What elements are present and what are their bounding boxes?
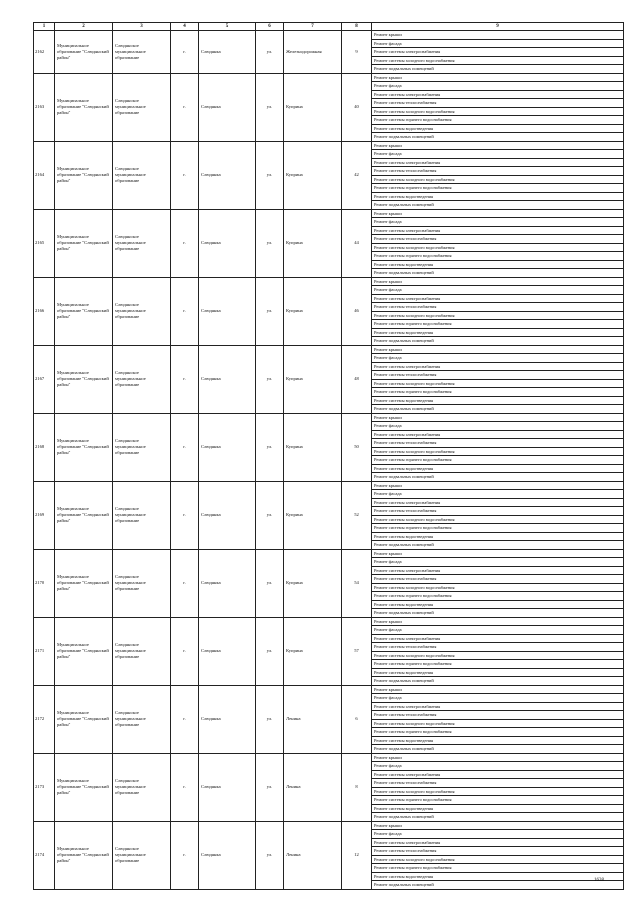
street-type-cell: ул. bbox=[256, 277, 284, 345]
work-item: Ремонт системы холодного водоснабжения bbox=[372, 720, 623, 729]
work-item: Ремонт фасада bbox=[372, 558, 623, 567]
work-item: Ремонт подвальных помещений bbox=[374, 746, 434, 751]
work-item: Ремонт системы электроснабжения bbox=[372, 431, 623, 440]
locality-type-cell: г. bbox=[171, 753, 199, 821]
work-item: Ремонт подвальных помещений bbox=[374, 678, 434, 683]
work-item: Ремонт фасада bbox=[372, 762, 623, 771]
works-list-cell bbox=[372, 73, 624, 141]
header-col-1: 1 bbox=[34, 23, 55, 31]
work-item: Ремонт системы холодного водоснабжения bbox=[372, 380, 623, 389]
street-type-cell: ул. bbox=[256, 209, 284, 277]
work-item: Ремонт системы водоотведения bbox=[372, 125, 623, 134]
work-item: Ремонт системы электроснабжения bbox=[372, 499, 623, 508]
works-list-cell bbox=[372, 617, 624, 685]
table-row bbox=[34, 277, 624, 345]
work-item: Ремонт системы теплоснабжения bbox=[372, 507, 623, 516]
house-number-cell: 9 bbox=[342, 31, 372, 74]
work-item: Ремонт подвальных помещений bbox=[374, 474, 434, 479]
work-item: Ремонт фасада bbox=[372, 830, 623, 839]
house-number-cell: 46 bbox=[342, 277, 372, 345]
table-row bbox=[34, 753, 624, 821]
street-type-cell: ул. bbox=[256, 617, 284, 685]
municipality-cell: Слюдянское муниципальное образование bbox=[113, 617, 171, 685]
work-item: Ремонт фасада bbox=[372, 354, 623, 363]
locality-type-cell: г. bbox=[171, 685, 199, 753]
work-item: Ремонт системы теплоснабжения bbox=[372, 235, 623, 244]
house-number-cell: 54 bbox=[342, 549, 372, 617]
owner-cell: Муниципальное образование "Слюдянский район" bbox=[55, 821, 113, 889]
work-item: Ремонт фасада bbox=[372, 218, 623, 227]
row-number: 2167 bbox=[34, 345, 55, 413]
table-row bbox=[34, 481, 624, 549]
work-item: Ремонт крыши bbox=[372, 346, 623, 355]
street-type-cell: ул. bbox=[256, 549, 284, 617]
work-item: Ремонт системы теплоснабжения bbox=[372, 303, 623, 312]
works-list-cell bbox=[372, 549, 624, 617]
municipality-cell: Слюдянское муниципальное образование bbox=[113, 31, 171, 74]
municipality-cell: Слюдянское муниципальное образование bbox=[113, 413, 171, 481]
work-item: Ремонт крыши bbox=[372, 142, 623, 151]
work-item: Ремонт крыши bbox=[372, 74, 623, 83]
work-item: Ремонт подвальных помещений bbox=[374, 406, 434, 411]
work-item: Ремонт фасада bbox=[372, 40, 623, 49]
header-col-2: 2 bbox=[55, 23, 113, 31]
locality-type-cell: г. bbox=[171, 821, 199, 889]
work-item: Ремонт системы электроснабжения bbox=[372, 48, 623, 57]
work-item: Ремонт крыши bbox=[372, 550, 623, 559]
works-list-cell bbox=[372, 277, 624, 345]
page-number: 1638 bbox=[594, 878, 604, 883]
work-item: Ремонт системы электроснабжения bbox=[372, 295, 623, 304]
street-cell: Куприна bbox=[284, 481, 342, 549]
work-item: Ремонт системы холодного водоснабжения bbox=[372, 516, 623, 525]
work-item: Ремонт системы водоотведения bbox=[372, 669, 623, 678]
work-item: Ремонт системы горячего водоснабжения bbox=[372, 796, 623, 805]
house-number-cell: 48 bbox=[342, 345, 372, 413]
work-item: Ремонт фасада bbox=[372, 150, 623, 159]
works-list-cell bbox=[372, 685, 624, 753]
work-item: Ремонт системы горячего водоснабжения bbox=[372, 728, 623, 737]
work-item: Ремонт системы электроснабжения bbox=[372, 703, 623, 712]
work-item: Ремонт системы водоотведения bbox=[372, 737, 623, 746]
locality-cell: Слюдянка bbox=[199, 549, 256, 617]
work-item: Ремонт системы горячего водоснабжения bbox=[372, 592, 623, 601]
work-item: Ремонт подвальных помещений bbox=[374, 270, 434, 275]
work-item: Ремонт системы водоотведения bbox=[372, 601, 623, 610]
work-item: Ремонт системы горячего водоснабжения bbox=[372, 320, 623, 329]
street-type-cell: ул. bbox=[256, 345, 284, 413]
locality-type-cell: г. bbox=[171, 617, 199, 685]
house-number-cell: 57 bbox=[342, 617, 372, 685]
work-item: Ремонт системы электроснабжения bbox=[372, 91, 623, 100]
house-number-cell: 6 bbox=[342, 685, 372, 753]
house-number-cell: 8 bbox=[342, 753, 372, 821]
street-cell: Ленина bbox=[284, 685, 342, 753]
locality-cell: Слюдянка bbox=[199, 141, 256, 209]
work-item: Ремонт системы горячего водоснабжения bbox=[372, 388, 623, 397]
owner-cell: Муниципальное образование "Слюдянский район" bbox=[55, 753, 113, 821]
locality-cell: Слюдянка bbox=[199, 31, 256, 74]
work-item: Ремонт системы горячего водоснабжения bbox=[372, 524, 623, 533]
row-number: 2171 bbox=[34, 617, 55, 685]
street-type-cell: ул. bbox=[256, 141, 284, 209]
owner-cell: Муниципальное образование "Слюдянский район" bbox=[55, 345, 113, 413]
street-type-cell: ул. bbox=[256, 73, 284, 141]
locality-type-cell: г. bbox=[171, 31, 199, 74]
works-list-cell bbox=[372, 821, 624, 889]
owner-cell: Муниципальное образование "Слюдянский район" bbox=[55, 685, 113, 753]
work-item: Ремонт системы холодного водоснабжения bbox=[372, 244, 623, 253]
work-item: Ремонт системы теплоснабжения bbox=[372, 371, 623, 380]
column-number-header-row bbox=[34, 23, 624, 31]
work-item: Ремонт системы холодного водоснабжения bbox=[372, 584, 623, 593]
municipality-cell: Слюдянское муниципальное образование bbox=[113, 345, 171, 413]
work-item: Ремонт системы теплоснабжения bbox=[372, 847, 623, 856]
works-list-cell bbox=[372, 481, 624, 549]
work-item: Ремонт системы электроснабжения bbox=[372, 635, 623, 644]
street-type-cell: ул. bbox=[256, 413, 284, 481]
work-item: Ремонт системы горячего водоснабжения bbox=[372, 116, 623, 125]
row-number: 2173 bbox=[34, 753, 55, 821]
street-cell: Куприна bbox=[284, 73, 342, 141]
work-item: Ремонт подвальных помещений bbox=[374, 202, 434, 207]
work-item: Ремонт крыши bbox=[372, 686, 623, 695]
locality-cell: Слюдянка bbox=[199, 617, 256, 685]
work-item: Ремонт системы холодного водоснабжения bbox=[372, 856, 623, 865]
work-item: Ремонт системы электроснабжения bbox=[372, 363, 623, 372]
work-item: Ремонт фасада bbox=[372, 286, 623, 295]
street-cell: Куприна bbox=[284, 413, 342, 481]
locality-type-cell: г. bbox=[171, 141, 199, 209]
work-item: Ремонт системы холодного водоснабжения bbox=[372, 57, 623, 66]
owner-cell: Муниципальное образование "Слюдянский район" bbox=[55, 141, 113, 209]
work-item: Ремонт системы водоотведения bbox=[372, 533, 623, 542]
row-number: 2174 bbox=[34, 821, 55, 889]
table-body bbox=[34, 31, 624, 890]
locality-type-cell: г. bbox=[171, 481, 199, 549]
table-row bbox=[34, 73, 624, 141]
table-row bbox=[34, 413, 624, 481]
header-col-6: 6 bbox=[256, 23, 284, 31]
table-row bbox=[34, 549, 624, 617]
work-item: Ремонт системы теплоснабжения bbox=[372, 99, 623, 108]
work-item: Ремонт подвальных помещений bbox=[374, 66, 434, 71]
table-row bbox=[34, 209, 624, 277]
works-list-cell bbox=[372, 141, 624, 209]
table-row bbox=[34, 31, 624, 74]
municipality-cell: Слюдянское муниципальное образование bbox=[113, 277, 171, 345]
locality-cell: Слюдянка bbox=[199, 753, 256, 821]
works-list-cell bbox=[372, 209, 624, 277]
street-type-cell: ул. bbox=[256, 481, 284, 549]
locality-type-cell: г. bbox=[171, 209, 199, 277]
row-number: 2172 bbox=[34, 685, 55, 753]
work-item: Ремонт системы водоотведения bbox=[372, 193, 623, 202]
work-item: Ремонт системы холодного водоснабжения bbox=[372, 108, 623, 117]
work-item: Ремонт системы холодного водоснабжения bbox=[372, 448, 623, 457]
street-type-cell: ул. bbox=[256, 31, 284, 74]
municipality-cell: Слюдянское муниципальное образование bbox=[113, 821, 171, 889]
locality-cell: Слюдянка bbox=[199, 821, 256, 889]
locality-cell: Слюдянка bbox=[199, 73, 256, 141]
work-item: Ремонт системы электроснабжения bbox=[372, 567, 623, 576]
row-number: 2166 bbox=[34, 277, 55, 345]
header-col-5: 5 bbox=[199, 23, 256, 31]
header-col-4: 4 bbox=[171, 23, 199, 31]
work-item: Ремонт системы водоотведения bbox=[372, 329, 623, 338]
street-cell: Куприна bbox=[284, 345, 342, 413]
locality-type-cell: г. bbox=[171, 549, 199, 617]
table-row bbox=[34, 821, 624, 889]
work-item: Ремонт системы теплоснабжения bbox=[372, 439, 623, 448]
owner-cell: Муниципальное образование "Слюдянский район" bbox=[55, 31, 113, 74]
header-col-3: 3 bbox=[113, 23, 171, 31]
table-row bbox=[34, 345, 624, 413]
municipality-cell: Слюдянское муниципальное образование bbox=[113, 481, 171, 549]
work-item: Ремонт фасада bbox=[372, 626, 623, 635]
work-item: Ремонт фасада bbox=[372, 82, 623, 91]
row-number: 2162 bbox=[34, 31, 55, 74]
work-item: Ремонт крыши bbox=[372, 822, 623, 831]
header-col-7: 7 bbox=[284, 23, 342, 31]
work-item: Ремонт крыши bbox=[372, 754, 623, 763]
street-cell: Куприна bbox=[284, 617, 342, 685]
works-list-cell bbox=[372, 345, 624, 413]
row-number: 2168 bbox=[34, 413, 55, 481]
work-item: Ремонт системы горячего водоснабжения bbox=[372, 660, 623, 669]
street-type-cell: ул. bbox=[256, 821, 284, 889]
street-cell: Куприна bbox=[284, 141, 342, 209]
street-cell: Куприна bbox=[284, 209, 342, 277]
work-item: Ремонт фасада bbox=[372, 422, 623, 431]
work-item: Ремонт подвальных помещений bbox=[374, 882, 434, 887]
street-cell: Ленина bbox=[284, 753, 342, 821]
locality-type-cell: г. bbox=[171, 277, 199, 345]
street-cell: Куприна bbox=[284, 277, 342, 345]
owner-cell: Муниципальное образование "Слюдянский район" bbox=[55, 277, 113, 345]
work-item: Ремонт системы теплоснабжения bbox=[372, 779, 623, 788]
row-number: 2165 bbox=[34, 209, 55, 277]
locality-cell: Слюдянка bbox=[199, 481, 256, 549]
work-item: Ремонт системы горячего водоснабжения bbox=[372, 864, 623, 873]
works-list-cell bbox=[372, 753, 624, 821]
work-item: Ремонт фасада bbox=[372, 490, 623, 499]
works-list-cell bbox=[372, 413, 624, 481]
work-item: Ремонт системы водоотведения bbox=[372, 873, 623, 882]
house-number-cell: 42 bbox=[342, 141, 372, 209]
work-item: Ремонт подвальных помещений bbox=[374, 338, 434, 343]
owner-cell: Муниципальное образование "Слюдянский район" bbox=[55, 209, 113, 277]
table-row bbox=[34, 617, 624, 685]
house-number-cell: 44 bbox=[342, 209, 372, 277]
header-col-9: 9 bbox=[372, 23, 624, 31]
locality-type-cell: г. bbox=[171, 413, 199, 481]
work-item: Ремонт крыши bbox=[372, 210, 623, 219]
municipality-cell: Слюдянское муниципальное образование bbox=[113, 73, 171, 141]
locality-cell: Слюдянка bbox=[199, 345, 256, 413]
municipality-cell: Слюдянское муниципальное образование bbox=[113, 685, 171, 753]
work-item: Ремонт системы горячего водоснабжения bbox=[372, 252, 623, 261]
work-item: Ремонт системы водоотведения bbox=[372, 465, 623, 474]
municipality-cell: Слюдянское муниципальное образование bbox=[113, 549, 171, 617]
work-item: Ремонт фасада bbox=[372, 694, 623, 703]
work-item: Ремонт системы электроснабжения bbox=[372, 839, 623, 848]
work-item: Ремонт системы горячего водоснабжения bbox=[372, 456, 623, 465]
work-item: Ремонт системы теплоснабжения bbox=[372, 167, 623, 176]
work-item: Ремонт системы водоотведения bbox=[372, 261, 623, 270]
work-item: Ремонт системы электроснабжения bbox=[372, 159, 623, 168]
work-item: Ремонт системы холодного водоснабжения bbox=[372, 788, 623, 797]
work-item: Ремонт крыши bbox=[372, 618, 623, 627]
work-item: Ремонт системы водоотведения bbox=[372, 805, 623, 814]
work-item: Ремонт системы теплоснабжения bbox=[372, 711, 623, 720]
work-item: Ремонт крыши bbox=[372, 482, 623, 491]
locality-cell: Слюдянка bbox=[199, 209, 256, 277]
locality-type-cell: г. bbox=[171, 345, 199, 413]
work-item: Ремонт подвальных помещений bbox=[374, 814, 434, 819]
work-item: Ремонт крыши bbox=[372, 31, 623, 40]
municipality-cell: Слюдянское муниципальное образование bbox=[113, 753, 171, 821]
work-item: Ремонт подвальных помещений bbox=[374, 610, 434, 615]
locality-type-cell: г. bbox=[171, 73, 199, 141]
header-col-8: 8 bbox=[342, 23, 372, 31]
locality-cell: Слюдянка bbox=[199, 685, 256, 753]
owner-cell: Муниципальное образование "Слюдянский район" bbox=[55, 73, 113, 141]
work-item: Ремонт системы электроснабжения bbox=[372, 771, 623, 780]
house-number-cell: 40 bbox=[342, 73, 372, 141]
work-item: Ремонт системы электроснабжения bbox=[372, 227, 623, 236]
work-item: Ремонт системы холодного водоснабжения bbox=[372, 176, 623, 185]
work-item: Ремонт крыши bbox=[372, 414, 623, 423]
row-number: 2164 bbox=[34, 141, 55, 209]
row-number: 2170 bbox=[34, 549, 55, 617]
work-item: Ремонт системы теплоснабжения bbox=[372, 643, 623, 652]
work-item: Ремонт крыши bbox=[372, 278, 623, 287]
owner-cell: Муниципальное образование "Слюдянский район" bbox=[55, 549, 113, 617]
document-page bbox=[33, 22, 623, 890]
work-item: Ремонт системы холодного водоснабжения bbox=[372, 312, 623, 321]
locality-cell: Слюдянка bbox=[199, 413, 256, 481]
house-number-cell: 12 bbox=[342, 821, 372, 889]
municipality-cell: Слюдянское муниципальное образование bbox=[113, 141, 171, 209]
works-list-cell bbox=[372, 31, 624, 74]
street-cell: Железнодорожная bbox=[284, 31, 342, 74]
row-number: 2163 bbox=[34, 73, 55, 141]
work-item: Ремонт системы холодного водоснабжения bbox=[372, 652, 623, 661]
work-item: Ремонт подвальных помещений bbox=[374, 542, 434, 547]
house-number-cell: 50 bbox=[342, 413, 372, 481]
owner-cell: Муниципальное образование "Слюдянский район" bbox=[55, 413, 113, 481]
table-row bbox=[34, 141, 624, 209]
locality-cell: Слюдянка bbox=[199, 277, 256, 345]
street-cell: Ленина bbox=[284, 821, 342, 889]
work-item: Ремонт системы теплоснабжения bbox=[372, 575, 623, 584]
street-cell: Куприна bbox=[284, 549, 342, 617]
owner-cell: Муниципальное образование "Слюдянский район" bbox=[55, 481, 113, 549]
municipality-cell: Слюдянское муниципальное образование bbox=[113, 209, 171, 277]
repair-program-table bbox=[33, 22, 624, 890]
house-number-cell: 52 bbox=[342, 481, 372, 549]
work-item: Ремонт системы горячего водоснабжения bbox=[372, 184, 623, 193]
owner-cell: Муниципальное образование "Слюдянский район" bbox=[55, 617, 113, 685]
street-type-cell: ул. bbox=[256, 685, 284, 753]
row-number: 2169 bbox=[34, 481, 55, 549]
street-type-cell: ул. bbox=[256, 753, 284, 821]
work-item: Ремонт подвальных помещений bbox=[374, 134, 434, 139]
table-row bbox=[34, 685, 624, 753]
work-item: Ремонт системы водоотведения bbox=[372, 397, 623, 406]
